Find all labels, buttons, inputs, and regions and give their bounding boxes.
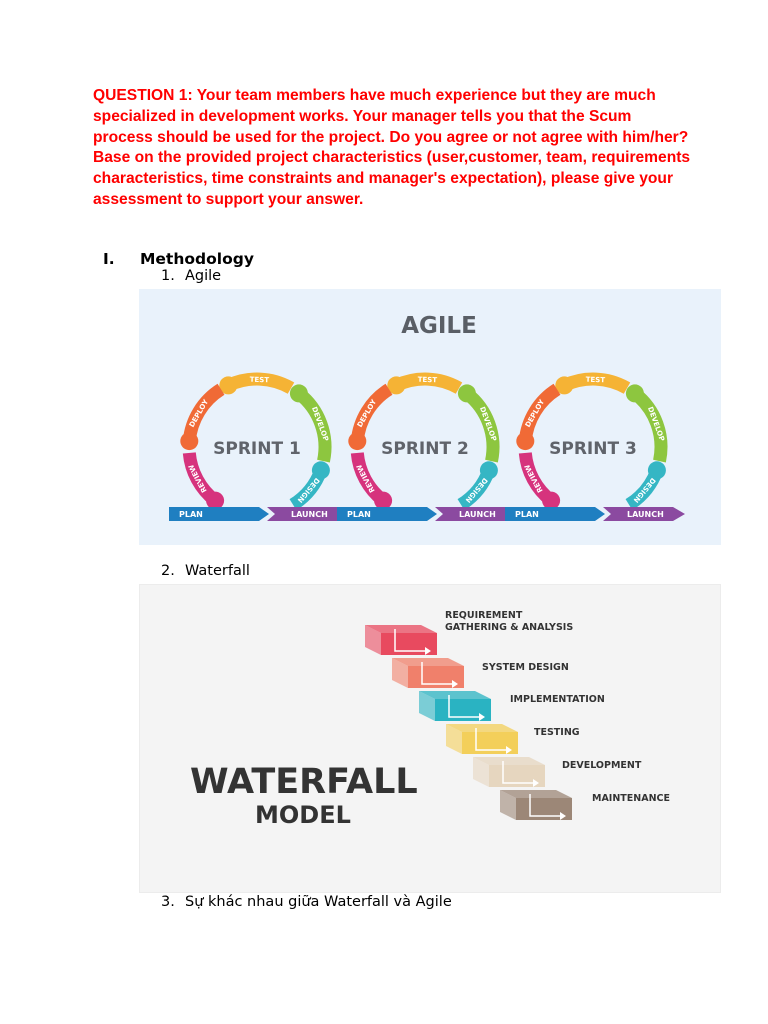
list-item-waterfall	[161, 563, 250, 579]
sprint-label: SPRINT 1	[213, 439, 301, 459]
step-label: DEVELOPMENT	[562, 760, 642, 771]
section-title: Methodology	[140, 250, 254, 268]
waterfall-step	[365, 625, 437, 655]
deploy-arrowhead	[348, 432, 366, 450]
deploy-label: DEPLOY	[355, 398, 379, 429]
sprint-cycle	[348, 376, 498, 510]
agile-title: AGILE	[401, 313, 477, 339]
waterfall-step	[473, 757, 545, 787]
plan-label: PLAN	[515, 510, 539, 519]
step-label: MAINTENANCE	[592, 793, 670, 804]
launch-label: LAUNCH	[459, 510, 496, 519]
develop-label: DEVELOP	[310, 405, 330, 443]
step-label: TESTING	[534, 727, 580, 738]
sprint-label: SPRINT 2	[381, 439, 469, 459]
review-label: REVIEW	[187, 462, 209, 494]
step-label-line2: GATHERING & ANALYSIS	[445, 622, 574, 633]
waterfall-step	[392, 658, 464, 688]
test-label: TEST	[417, 375, 438, 385]
review-label: REVIEW	[523, 462, 545, 494]
launch-label: LAUNCH	[627, 510, 664, 519]
step-label: IMPLEMENTATION	[510, 694, 605, 705]
review-arrowhead	[374, 492, 392, 510]
section-heading	[103, 250, 254, 268]
section-number: I.	[103, 250, 115, 268]
design-label: DESIGN	[463, 476, 489, 505]
develop-label: DEVELOP	[646, 405, 666, 443]
step-label: REQUIREMENT	[445, 610, 523, 621]
agile-diagram	[139, 289, 721, 545]
deploy-label: DEPLOY	[523, 398, 547, 429]
list-item-number: 3.	[161, 894, 175, 910]
list-item-label: Agile	[185, 268, 222, 284]
list-item-number: 2.	[161, 563, 175, 579]
deploy-label: DEPLOY	[187, 398, 211, 429]
list-item-number: 1.	[161, 268, 175, 284]
plan-label: PLAN	[347, 510, 371, 519]
design-label: DESIGN	[631, 476, 657, 505]
list-item-agile	[161, 268, 221, 284]
design-label: DESIGN	[295, 476, 321, 505]
waterfall-step	[446, 724, 518, 754]
develop-arrowhead	[626, 384, 644, 402]
waterfall-title-line1: WATERFALL	[190, 762, 418, 802]
waterfall-step	[500, 790, 572, 820]
waterfall-diagram	[139, 584, 721, 893]
waterfall-step	[419, 691, 491, 721]
sprint-cycle	[180, 376, 330, 510]
agile-diagram-svg	[139, 289, 721, 545]
test-label: TEST	[249, 375, 270, 385]
review-label: REVIEW	[355, 462, 377, 494]
develop-arrowhead	[290, 384, 308, 402]
list-item-difference	[161, 894, 452, 910]
list-item-label: Waterfall	[185, 563, 250, 579]
waterfall-title-line2: MODEL	[255, 801, 351, 829]
develop-label: DEVELOP	[478, 405, 498, 443]
plan-label: PLAN	[179, 510, 203, 519]
deploy-arrowhead	[180, 432, 198, 450]
develop-arrowhead	[458, 384, 476, 402]
launch-label: LAUNCH	[291, 510, 328, 519]
list-item-label: Sự khác nhau giữa Waterfall và Agile	[185, 894, 452, 910]
deploy-arrowhead	[516, 432, 534, 450]
step-label: SYSTEM DESIGN	[482, 662, 569, 673]
review-arrowhead	[542, 492, 560, 510]
question-text: QUESTION 1: Your team members have much experience but they are much specialized in development works. Your manager tells you that the Scum process should be used for the project. Do you agree or not agree with him/her? Base on the provided project characteristics (user,customer, team, requirements characteristics, time constraints and manager's expectation), please give your assessment to support your answer.	[93, 87, 691, 208]
waterfall-diagram-svg	[140, 585, 720, 892]
sprint-cycle	[516, 376, 666, 510]
test-label: TEST	[585, 375, 606, 385]
review-arrowhead	[206, 492, 224, 510]
sprint-label: SPRINT 3	[549, 439, 637, 459]
